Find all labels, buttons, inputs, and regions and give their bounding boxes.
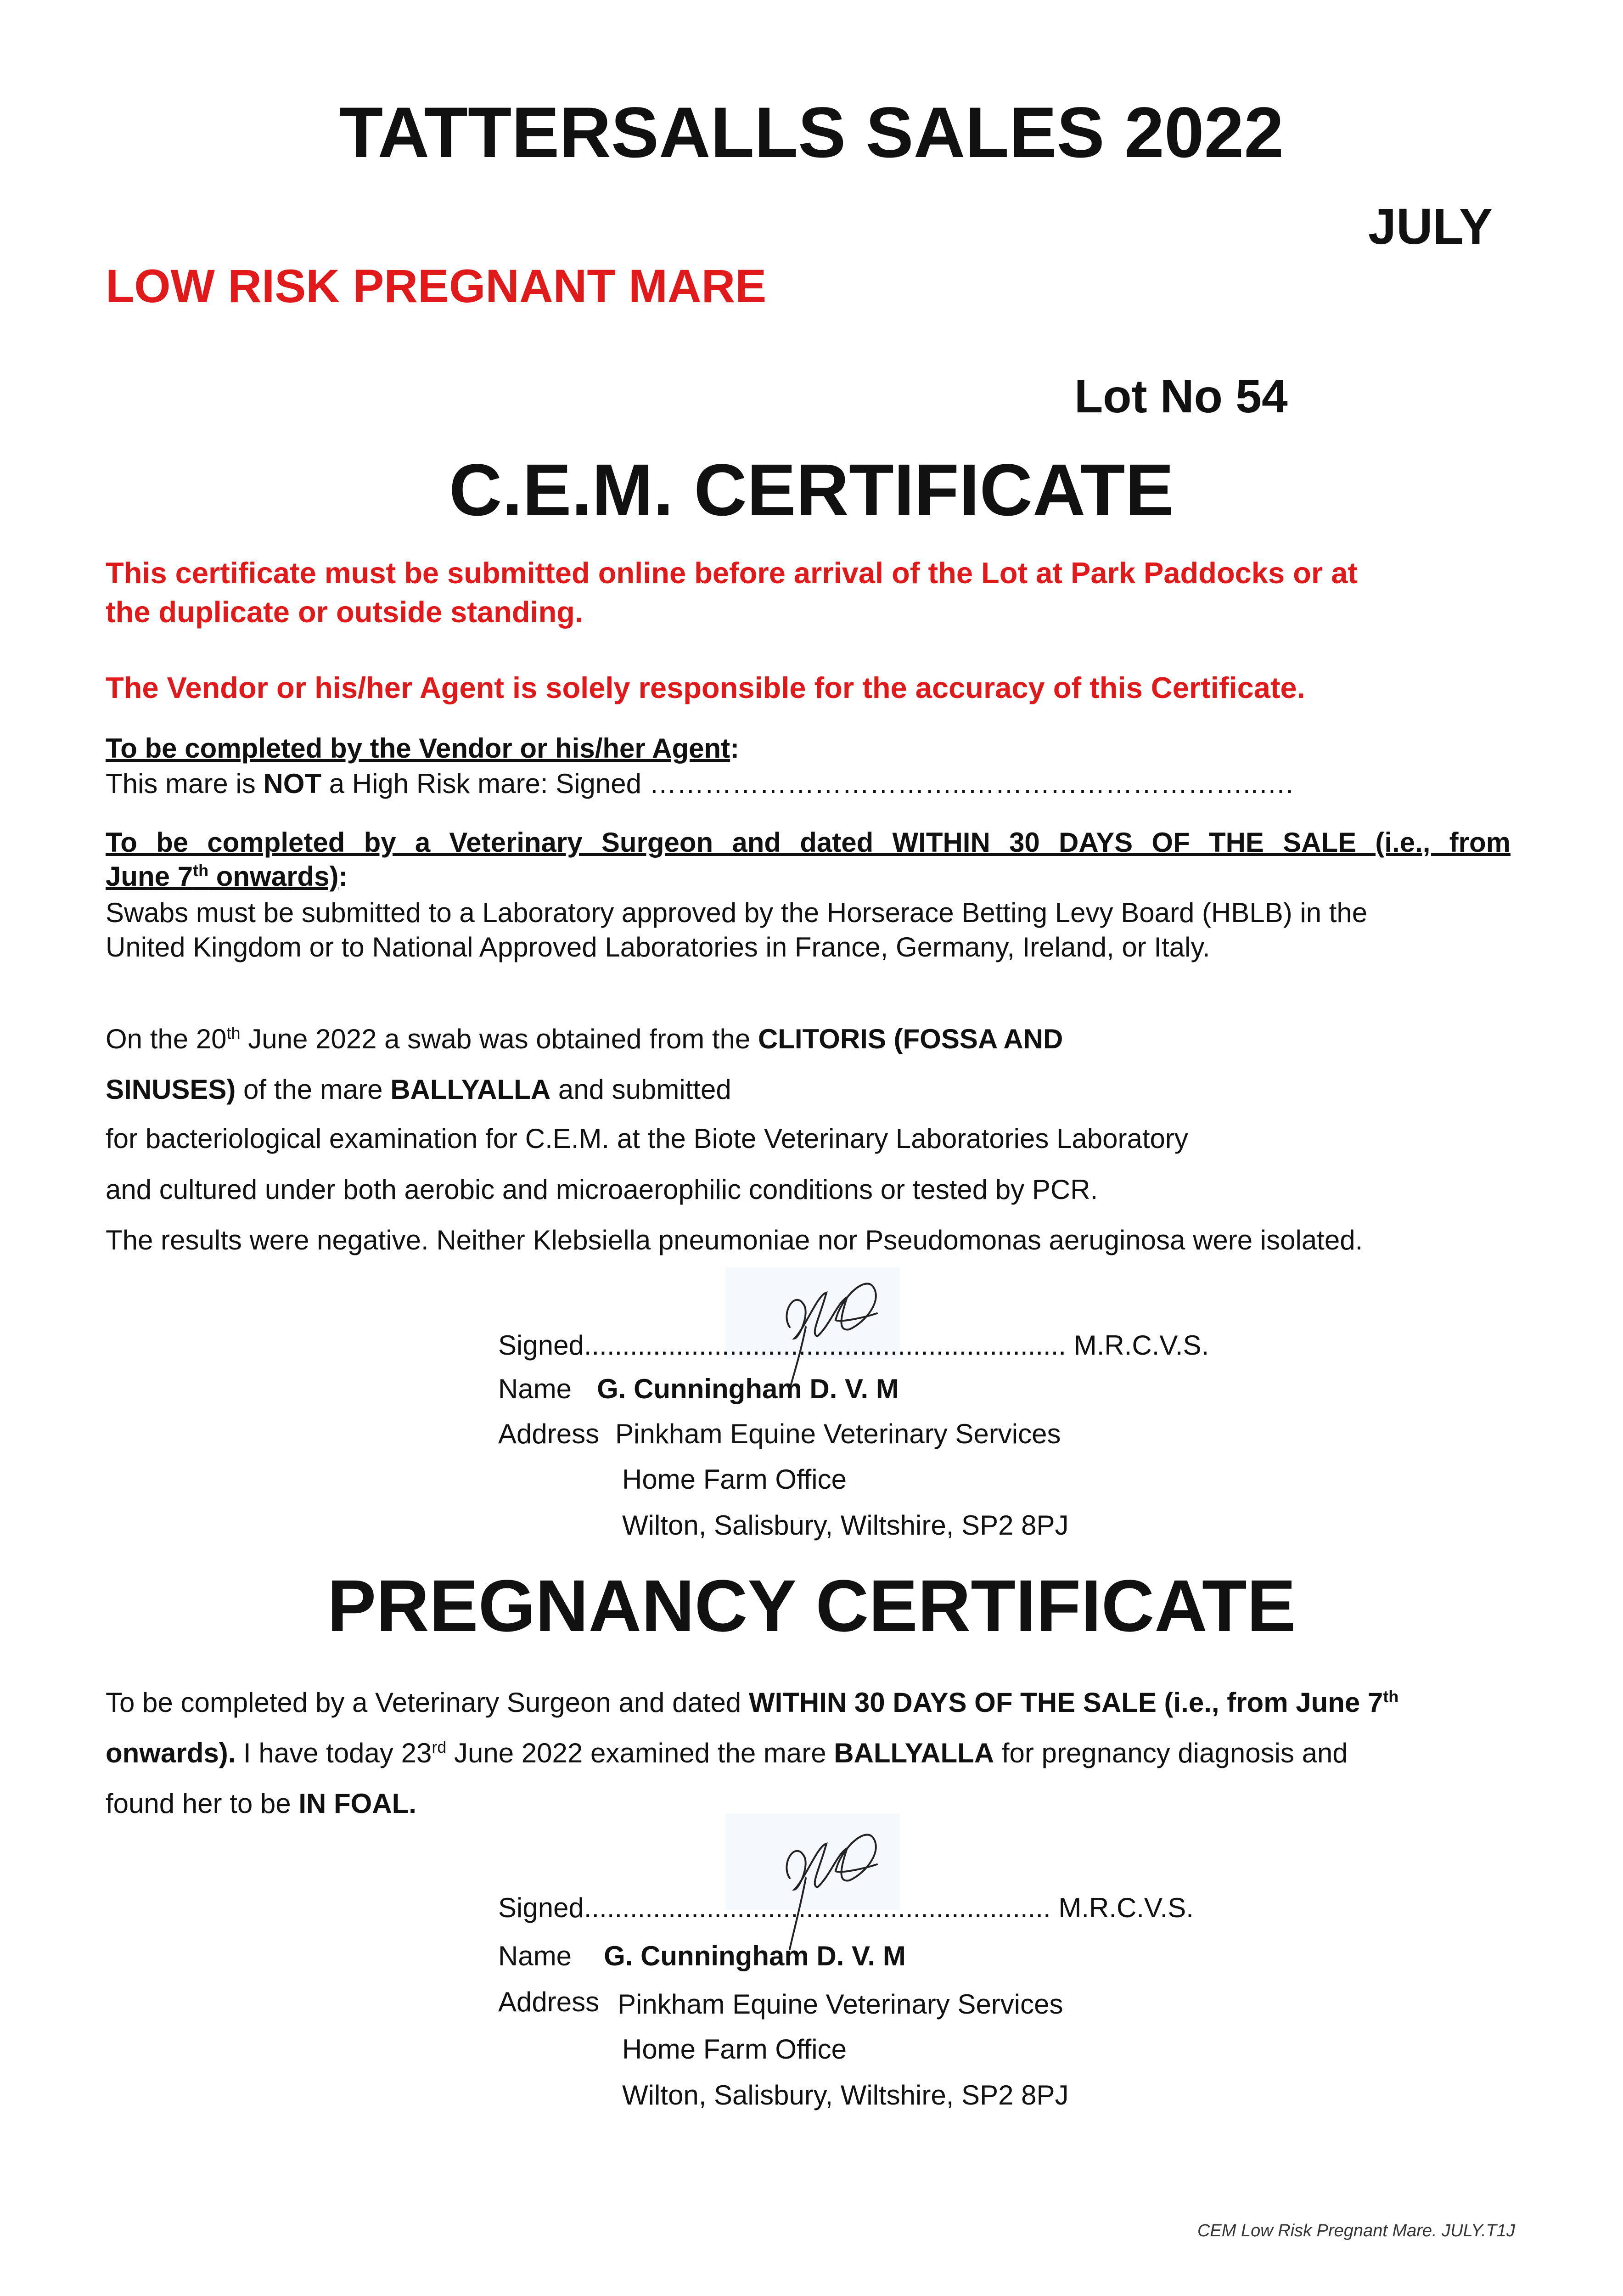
- cem-certificate-heading: C.E.M. CERTIFICATE: [449, 449, 1174, 531]
- swab-requirement-line-2: United Kingdom or to National Approved Laboratories in France, Germany, Ireland, or Italy.: [106, 932, 1210, 962]
- pregnancy-signed-line: Signed............................................................. M.R.C.V.S.: [498, 1892, 1194, 1923]
- submission-notice-line-2: the duplicate or outside standing.: [106, 595, 584, 629]
- pregnancy-statement-line-2: onwards). I have today 23rd June 2022 examined the mare BALLYALLA for pregnancy diagnosis and: [106, 1738, 1348, 1768]
- pregnancy-certificate-heading: PREGNANCY CERTIFICATE: [327, 1564, 1296, 1647]
- pregnancy-signature-image: [725, 1805, 909, 1956]
- sale-month: JULY: [1368, 198, 1493, 255]
- swab-statement-line-4: and cultured under both aerobic and microaerophilic conditions or tested by PCR.: [106, 1174, 1098, 1205]
- cem-address-line-3: Wilton, Salisbury, Wiltshire, SP2 8PJ: [622, 1510, 1069, 1541]
- swab-requirement-line-1: Swabs must be submitted to a Laboratory approved by the Horserace Betting Levy Board (HBLB) in the: [106, 897, 1368, 928]
- pregnancy-statement-line-3: found her to be IN FOAL.: [106, 1788, 416, 1819]
- pregnancy-vet-name: Name G. Cunningham D. V. M: [498, 1941, 906, 1971]
- cem-address-line-2: Home Farm Office: [622, 1464, 847, 1495]
- cem-address-line-1: Pinkham Equine Veterinary Services: [615, 1418, 1061, 1449]
- category-heading: LOW RISK PREGNANT MARE: [106, 260, 767, 312]
- pregnancy-address-line-2: Home Farm Office: [622, 2034, 847, 2065]
- swab-statement-line-1: On the 20th June 2022 a swab was obtained from the CLITORIS (FOSSA AND: [106, 1024, 1063, 1054]
- vet-section-heading-line-1: To be completed by a Veterinary Surgeon and dated WITHIN 30 DAYS OF THE SALE (i.e., from: [106, 827, 1511, 858]
- cem-vet-name: Name G. Cunningham D. V. M: [498, 1373, 899, 1404]
- swab-results: The results were negative. Neither Klebsiella pneumoniae nor Pseudomonas aeruginosa were isolated.: [106, 1225, 1363, 1255]
- vendor-section-heading: To be completed by the Vendor or his/her Agent:: [106, 733, 740, 764]
- responsibility-notice: The Vendor or his/her Agent is solely responsible for the accuracy of this Certificate.: [106, 671, 1305, 704]
- pregnancy-address-line-1: Pinkham Equine Veterinary Services: [618, 1989, 1063, 2020]
- pregnancy-address-line-3: Wilton, Salisbury, Wiltshire, SP2 8PJ: [622, 2080, 1069, 2110]
- footer-reference: CEM Low Risk Pregnant Mare. JULY.T1J: [1197, 2221, 1515, 2240]
- cem-signed-line: Signed............................................................... M.R.C.V.S.: [498, 1330, 1209, 1361]
- swab-statement-line-2: SINUSES) of the mare BALLYALLA and submitted: [106, 1074, 731, 1105]
- page-title: TATTERSALLS SALES 2022: [339, 93, 1284, 173]
- vet-section-heading-line-2: June 7th onwards):: [106, 861, 348, 892]
- pregnancy-statement-line-1: To be completed by a Veterinary Surgeon and dated WITHIN 30 DAYS OF THE SALE (i.e., from June 7th: [106, 1687, 1399, 1718]
- vendor-declaration: This mare is NOT a High Risk mare: Signed ……………………………..…………………………..….: [106, 768, 1294, 799]
- cem-address-label: Address: [498, 1418, 600, 1449]
- swab-statement-line-3: for bacteriological examination for C.E.M. at the Biote Veterinary Laboratories Laboratory: [106, 1123, 1188, 1154]
- pregnancy-address-label: Address: [498, 1986, 600, 2017]
- lot-number: Lot No 54: [1074, 370, 1288, 422]
- submission-notice-line-1: This certificate must be submitted online before arrival of the Lot at Park Paddocks or at: [106, 556, 1358, 590]
